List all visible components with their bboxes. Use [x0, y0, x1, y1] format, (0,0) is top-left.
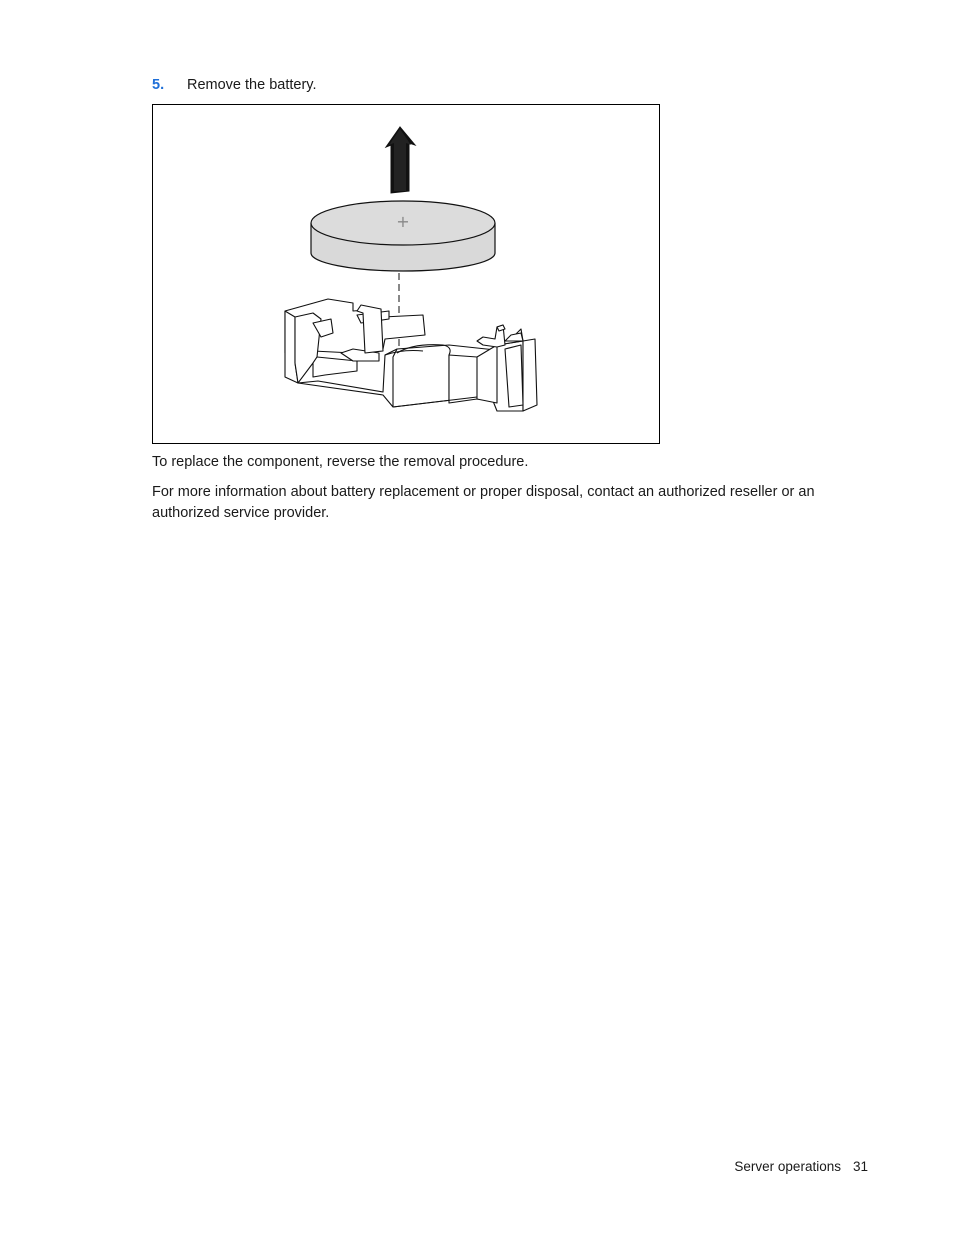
battery-holder-icon [285, 299, 537, 411]
step-number: 5. [152, 77, 165, 93]
step-5 [152, 75, 317, 95]
up-arrow-icon [386, 127, 415, 193]
page-number: 31 [852, 1159, 868, 1174]
battery-plus-symbol: + [396, 212, 410, 231]
page-footer [734, 1157, 868, 1177]
battery-removal-figure [152, 104, 660, 444]
step-text: Remove the battery. [187, 77, 317, 93]
replace-paragraph: To replace the component, reverse the removal procedure. [152, 454, 529, 470]
disposal-paragraph: For more information about battery replacement or proper disposal, contact an authorized reseller or an authorized service provider. [152, 484, 815, 521]
battery-icon [311, 201, 495, 271]
footer-section: Server operations [734, 1159, 841, 1174]
battery-removal-illustration [153, 105, 659, 443]
